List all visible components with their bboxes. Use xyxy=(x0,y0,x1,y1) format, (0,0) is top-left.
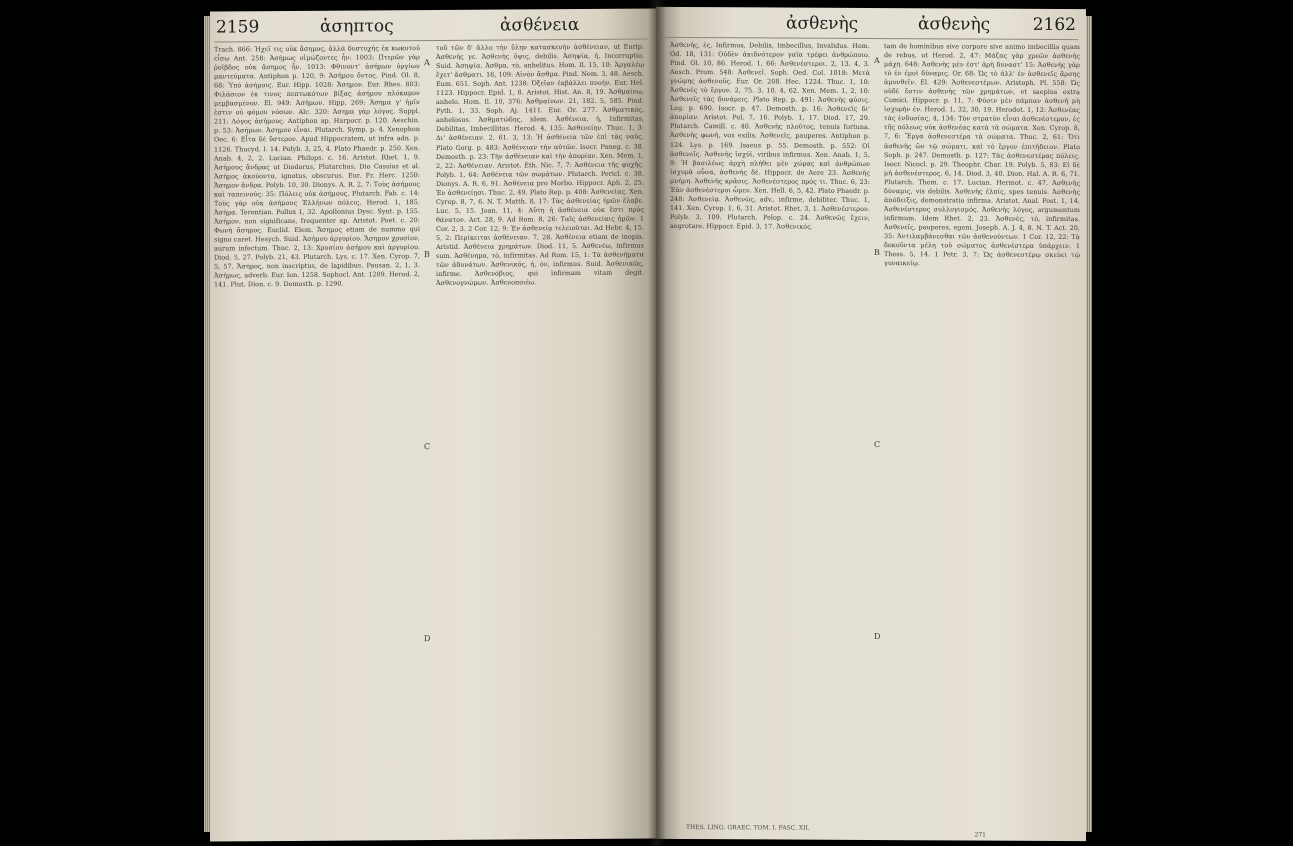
left-page-column-2: τοῦ τῶν δ' ἄλλο τὴν ὕλην κατασκευὴν ἀσθένειαν, ut Eurip. Ἀσθενής γε. Ἀσθενὴς ὄψις, debilis. Ἀσηψία, ἡ, Incorruptio. Suid. Ἀσηψία. Ἀσθμα, τὸ, anhelitus. Hom. Il. 15, 10: Ἀργαλέῳ ἔχετ' ἄσθματι. 16, 109: Αἰνὸν ἄσθμα. Pind. Nem. 3, 48. Aesch. Eum. 651. Soph. Ant. 1238: Ὀξεῖαν ἐκβάλλει πνοὴν. Eur. Hel. 1123. Hippocr. Epid. 1, 8. Aristot. Hist. An. 8, 19. Ἀσθμαίνω, anhelo. Hom. Il. 10, 376: Ἀσθμαίνων. 21, 182. 5, 585. Pind. Pyth. 1, 33. Soph. Aj. 1411. Eur. Or. 277. Ἀσθματικός, anhelosus. Ἀσθματώδης, idem. Ἀσθένεια, ἡ, Infirmitas, Debilitas, Imbecillitas. Herod. 4, 135: Ἀσθενείην. Thuc. 1, 3: Δι' ἀσθένειαν. 2, 61. 3, 13: Ἡ ἀσθένεια τῶν ἐπὶ τὰς ναῦς. Plato Gorg. p. 483: Ἀσθένειαν τὴν αὐτῶν. Isocr. Paneg. c. 38. Demosth. p. 23: Τὴν ἀσθένειαν καὶ τὴν ἀπορίαν. Xen. Mem. 1, 2, 22: Ἀσθένειαν. Aristot. Eth. Nic. 7, 7: Ἀσθένεια τῆς ψυχῆς. Polyb. 1, 64: Ἀσθένεια τῶν σωμάτων. Plutarch. Pericl. c. 38. Dionys. A. R. 6, 91. Ἀσθένεια pro Morbo. Hippocr. Aph. 2, 25: Ἐν ἀσθενείῃσι. Thuc. 2, 49. Plato Rep. p. 408: Ἀσθενείας. Xen. Cyrop. 8, 7, 6. N. T. Matth. 8, 17: Τὰς ἀσθενείας ἡμῶν ἔλαβε. Luc. 5, 15. Joan. 11, 4: Αὕτη ἡ ἀσθένεια οὐκ ἔστι πρὸς θάνατον. Act. 28, 9. Ad Rom. 8, 26: Ταῖς ἀσθενείαις ἡμῶν. 1 Cor. 2, 3. 2 Cor. 12, 9: Ἐν ἀσθενείᾳ τελειοῦται. Ad Hebr. 4, 15. 5, 2: Περίκειται ἀσθένειαν. 7, 28. Ἀσθένεια etiam de inopia. Aristid. Ἀσθένεια χρημάτων. Diod. 11, 5. Ἀσθενέω, infirmus sum. Ἀσθένημα, τὸ, infirmitas. Ad Rom. 15, 1: Τὰ ἀσθενήματα τῶν ἀδυνάτων. Ἀσθενικός, ἡ, ὸν, infirmus. Suid. Ἀσθενικῶς, infirme. Ἀσθενόβιος, qui infirmam vitam degit. Ἀσθενογνώμων. Ἀσθενοποιέω. xyxy=(436,42,644,288)
left-running-head-last: ἀσθένεια xyxy=(500,14,580,36)
right-page-column-1: Ἀσθενής, ἐς, Infirmus, Debilis, Imbecillus, Invalidus. Hom. Od. 18, 131: Οὐδὲν ἀκιδνότερον γαῖα τρέφει ἀνθρώποιο. Pind. Ol. 10, 86. Herod. 1, 66: Ἀσθενέστεροι. 2, 13. 4, 3. Aesch. Prom. 548: Ἀσθενεῖ. Soph. Oed. Col. 1018: Μετὰ γνώμης ἀσθενοῦς. Eur. Or. 208. Hec. 1224. Thuc. 1, 10: Ἀσθενὲς τὸ ἔργον. 2, 75. 3, 10. 4, 62. Xen. Mem. 1, 2, 10: Ἀσθενεῖς τὰς δυνάμεις. Plato Rep. p. 491: Ἀσθενὴς φύσις. Leg. p. 690. Isocr. p. 47. Demosth. p. 16: Ἀσθενεῖς δι' ἀπορίαν. Aristot. Pol. 7, 16. Polyb. 1, 17. Diod. 17, 29. Plutarch. Camill. c. 40. Ἀσθενὴς πλοῦτος, tenuis fortuna. Ἀσθενὴς φωνή, vox exilis. Ἀσθενεῖς, pauperes. Antiphon p. 124. Lys. p. 169. Isaeus p. 55. Demosth. p. 552: Οἱ ἀσθενεῖς. Ἀσθενὴς ἰσχύϊ, viribus infirmus. Xen. Anab. 1, 5, 9: Ἡ βασιλέως ἀρχὴ πλήθει μὲν χώρας καὶ ἀνθρώπων ἰσχυρὰ οὖσα, ἀσθενὴς δέ. Hippocr. de Aere 23. Ἀσθενὴς μνήμη. Ἀσθενὴς κρᾶσις. Ἀσθενέστερος πρός τι. Thuc. 6, 23: Ἐὰν ἀσθενέστεροι ὦμεν. Xen. Hell. 6, 5, 42. Plato Phaedr. p. 248: Ἀσθενείᾳ. Ἀσθενῶς, adv., infirme, debiliter. Thuc. 1, 141. Xen. Cyrop. 1, 6, 31. Aristot. Rhet. 3, 1. Ἀσθενέστερον. Polyb. 3, 109. Plutarch. Pelop. c. 24. Ἀσθενῶς ἔχειν, aegrotare. Hippocr. Epid. 3, 17. Ἀσθενικός. xyxy=(670,40,870,231)
right-header-rule xyxy=(660,37,1078,40)
left-page-number: 2159 xyxy=(216,17,260,38)
left-column-marker-c: C xyxy=(424,442,431,452)
left-column-marker-d: D xyxy=(424,634,431,644)
left-page-column-1: Trach. 866: Ἠχεῖ τις οὐκ ἄσημος, ἀλλὰ δυστυχὴς ἐκ κωκυτοῦ εἶσω Ant. 258: Ἀσήμως οἰμώζοντες ἦν: 1003: Πτερῶν γὰρ ῥοῖβδος οὐκ ἄσημος ἦν. 1013: Φθινοντ' ἀσήμων ὀργίων μαντεύματα. Antiphon p. 120, 9: Ἀσήμου ὄντος. Pind. Ol. 8, 68: Ὑπὸ ἀσήμοις. Eur. Hipp. 1028: Ἄσημον. Eur. Rhes. 803: Φιλάσιον ἐκ τινος πεπτωκότων βίξας ἀσήμου πλόκαμον μεμβασμένον. El. 949: Ἀσήμων. Hipp. 269: Ἀσημα γ' ἡμῖν ἐστιν οὐ φόμου νόσων. Alc. 320: Ἀσημα γὰρ λόγος. Suppl. 211: Λόγος ἀσήμους. Antiphon ap. Harpocr. p. 120. Aeschin. p. 53: Ἀσήμων. Ἀσημον εἶναι. Plutarch. Symp. p. 4. Xenophon Oec. 6: Εἶτα δὲ ὕστερον. Apud Hippocratem, ut infra adn. p. 1126. Thucyd. I. 14. Polyb. 3, 25, 4. Plato Phaedr. p. 250. Xen. Anab. 4, 2, 2. Lucian. Philops. c. 16. Aristot. Rhet. 1, 9. Ἀσήμους ἄνδρας ut Diodorus, Plutarchus, Dio Cassius et al. Ἀσήμος ἀκούοντα, ignotus, obscurus. Eur. Fr. Herc. 1250: Ἄσημον ἄνδρα. Polyb. 10, 30. Dionys. A. R. 2, 7: Τοὺς ἀσήμους καὶ ταπεινούς: 35: Πόλεις οὐκ ἀσήμους. Plutarch. Fab. c. 14: Τοὺς γὰρ οὐκ ἀσήμους Ἑλλήνων πόλεις. Herod. 1, 185. Ἀσήμα. Terentian. Pollux 1, 32. Apollonius Dysc. Synt. p. 155. Ἀσήμον, non significans, frequenter ap. Aristot. Poet. c. 20: Φωνὴ ἄσημος. Euclid. Elem. Ἄσημος etiam de nummo qui signo caret. Hesych. Suid. Ἀσήμου ἀργυρίου. Ἄσημον χρυσίον, aurum infectum. Thuc. 2, 13: Χρυσίου ἀσήμου καὶ ἀργυρίου. Diod. 5, 27. Polyb. 21, 43. Plutarch. Lys. c. 17. Xen. Cyrop. 7, 5, 57. Ἄσημος, non inscriptus, de lapidibus. Pausan. 2, 1, 3. Ἀσήμως, adverb. Eur. Ion. 1258. Sophocl. Ant. 1209. Herod. 2, 141. Plut. Dion. c. 9. Demosth. p. 1290. xyxy=(214,44,420,289)
right-page xyxy=(656,7,1086,841)
left-column-marker-b: B xyxy=(424,250,430,260)
right-page-column-2: tam de hominibus sive corpore sive animo imbecillis quam de rebus, ut Herod. 2, 47: Μάζας γὰρ χρεῶν ἀσθενὴς μάχη. 648: Ἀσθενὴς μὲν ἐστ' ἀρὴ δυναστ' 15: Ἀσθενὴς γὰρ τὸ ἐν ἐμοὶ δύναμις. Or. 68: Ὡς τὸ ἀλλ' ἐν ἀσθενεῖς ἄρσης ἀμυνθεῖν. El. 429: Ἀσθενεστέρων. Aristoph. Pl. 558: Ὡς οὐδὲ ἔστιν ἀσθενὴς τῶν χρημάτων, et saepius extra Comici. Hippocr. p. 11, 7: Φύσιν μὲν πάμπαν ἀσθενῆ μὴ ἰσχυρὴν ἐν. Herod. 1, 32, 30, 19. Herodot. 1, 12: Ἀσθενέας τὰς ἐνδυσίας, 4, 134: Τὸν στρατὸν εἶναι ἀσθενέστερον, ἐς τῆς πόλεως οὐκ ἀσθενέας κατὰ τὰ σώματα. Xen. Cyrop. 8, 7, 6: Ἔργα ἀσθενεστέρα τὰ σώματα. Thuc. 2, 61: Ὅτι ἀσθενὴς ὢν τῷ σώματι, καὶ τὸ ἔργον ἐπιτήδειον. Plato Soph. p. 247. Demosth. p. 127: Τὰς ἀσθενεστέρας πόλεις. Isocr. Nicocl. p. 29. Theophr. Char. 19. Polyb. 5, 83: Εἰ δὲ μὴ ἀσθενέστερος. 6, 14. Diod. 3, 40. Dion. Hal. A. R. 6, 71. Plutarch. Them. c. 17. Lucian. Hermot. c. 47. Ἀσθενὴς δύναμις, vis debilis. Ἀσθενὴς ἐλπίς, spes tenuis. Ἀσθενὴς ἀπόδειξις, demonstratio infirma. Aristot. Anal. Post. 1, 14. Ἀσθενέστερος συλλογισμός. Ἀσθενὴς λόγος, argumentum infirmum. Idem Rhet. 2, 23. Ἀσθενὲς, τὸ, infirmitas. Ἀσθενεῖς, pauperes, egeni. Joseph. A. J. 4, 8. N. T. Act. 20, 35: Ἀντιλαμβάνεσθαι τῶν ἀσθενούντων. 1 Cor. 12, 22: Τὰ δοκοῦντα μέλη τοῦ σώματος ἀσθενέστερα ὑπάρχειν. 1 Thess. 5, 14. 1 Petr. 3, 7: Ὡς ἀσθενεστέρῳ σκεύει τῷ γυναικείῳ. xyxy=(884,42,1080,268)
right-running-head-last: ἀσθενὴς xyxy=(918,14,991,35)
right-column-marker-b: B xyxy=(874,248,880,258)
right-running-head-first: ἀσθενὴς xyxy=(786,13,859,34)
left-running-head-first: ἀσηπτος xyxy=(320,16,394,37)
left-header-rule xyxy=(214,38,648,42)
right-page-edge xyxy=(1086,16,1092,832)
right-column-marker-a: A xyxy=(874,56,880,66)
signature-page-number: 271 xyxy=(974,831,986,839)
right-column-marker-c: C xyxy=(874,440,881,450)
printer-signature: THES. LING. GRAEC. TOM. I. FASC. XII. xyxy=(686,824,810,832)
left-column-marker-a: A xyxy=(424,58,430,68)
right-page-number: 2162 xyxy=(1032,14,1076,36)
right-column-marker-d: D xyxy=(874,632,881,642)
left-page xyxy=(210,8,656,841)
